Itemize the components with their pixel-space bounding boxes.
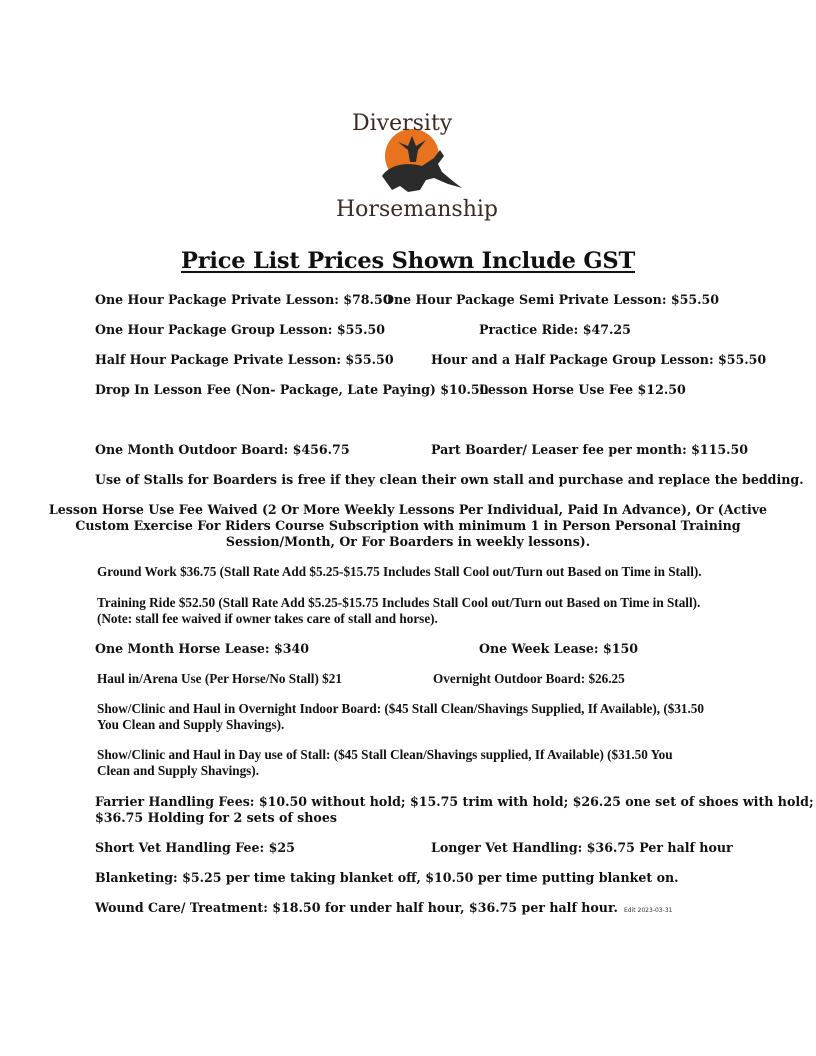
logo-graphic — [330, 106, 500, 226]
horse-lease-month: One Month Horse Lease: $340 — [95, 641, 310, 656]
training-ride-line-1: Training Ride $52.50 (Stall Rate Add $5.25-$15.75 Includes Stall Cool out/Turn out Based on Time in Stall). — [97, 595, 701, 610]
practice-ride-price: Practice Ride: $47.25 — [479, 322, 631, 337]
blanketing-fee: Blanketing: $5.25 per time taking blanket off, $10.50 per time putting blanket on. — [95, 870, 679, 885]
half-hour-private-price: Half Hour Package Private Lesson: $55.50 — [95, 352, 394, 367]
stalls-note: Use of Stalls for Boarders is free if they clean their own stall and purchase and replace the bedding. — [95, 472, 804, 487]
part-boarder-fee: Part Boarder/ Leaser fee per month: $115.50 — [431, 442, 749, 457]
edit-date: Edit 2023-03-31 — [624, 907, 673, 914]
logo-text-diversity: Diversity — [352, 111, 453, 136]
lesson-horse-use-fee: Lesson Horse Use Fee $12.50 — [479, 382, 686, 397]
longer-vet-fee: Longer Vet Handling: $36.75 Per half hour — [431, 840, 733, 855]
waiver-line-1: Lesson Horse Use Fee Waived (2 Or More Weekly Lessons Per Individual, Paid In Advance), Or (Active — [48, 502, 768, 517]
overnight-outdoor-board: Overnight Outdoor Board: $26.25 — [433, 671, 625, 686]
training-ride-line-2: (Note: stall fee waived if owner takes care of stall and horse). — [97, 611, 438, 626]
group-lesson-price: One Hour Package Group Lesson: $55.50 — [95, 322, 386, 337]
waiver-line-2: Custom Exercise For Riders Course Subscription with minimum 1 in Person Personal Training — [75, 518, 741, 533]
page-title: Price List Prices Shown Include GST — [180, 248, 636, 274]
show-day-line-2: Clean and Supply Shavings). — [97, 763, 259, 778]
semi-private-lesson-price: One Hour Package Semi Private Lesson: $55.50 — [383, 292, 720, 307]
short-vet-fee: Short Vet Handling Fee: $25 — [95, 840, 295, 855]
wound-care-fee: Wound Care/ Treatment: $18.50 for under half hour, $36.75 per half hour. — [95, 900, 618, 915]
private-lesson-price: One Hour Package Private Lesson: $78.50 — [95, 292, 392, 307]
waiver-line-3: Session/Month, Or For Boarders in weekly lessons). — [225, 534, 591, 549]
drop-in-fee: Drop In Lesson Fee (Non- Package, Late Paying) $10.50 — [95, 382, 489, 397]
farrier-line-2: $36.75 Holding for 2 sets of shoes — [95, 810, 337, 825]
outdoor-board-price: One Month Outdoor Board: $456.75 — [95, 442, 350, 457]
show-overnight-line-1: Show/Clinic and Haul in Overnight Indoor Board: ($45 Stall Clean/Shavings Supplied, If Available), ($31.50 — [97, 701, 704, 716]
logo-text-horsemanship: Horsemanship — [336, 197, 498, 222]
ground-work-price: Ground Work $36.75 (Stall Rate Add $5.25-$15.75 Includes Stall Cool out/Turn out Based on Time in Stall). — [97, 564, 702, 579]
haul-in-arena-price: Haul in/Arena Use (Per Horse/No Stall) $21 — [97, 671, 342, 686]
horse-lease-week: One Week Lease: $150 — [479, 641, 638, 656]
show-overnight-line-2: You Clean and Supply Shavings). — [97, 717, 285, 732]
farrier-line-1: Farrier Handling Fees: $10.50 without hold; $15.75 trim with hold; $26.25 one set of shoes with hold; — [95, 794, 814, 809]
show-day-line-1: Show/Clinic and Haul in Day use of Stall: ($45 Stall Clean/Shavings supplied, If Available) ($31.50 You — [97, 747, 673, 762]
diversity-horsemanship-logo — [330, 106, 500, 226]
hour-half-group-price: Hour and a Half Package Group Lesson: $55.50 — [431, 352, 767, 367]
